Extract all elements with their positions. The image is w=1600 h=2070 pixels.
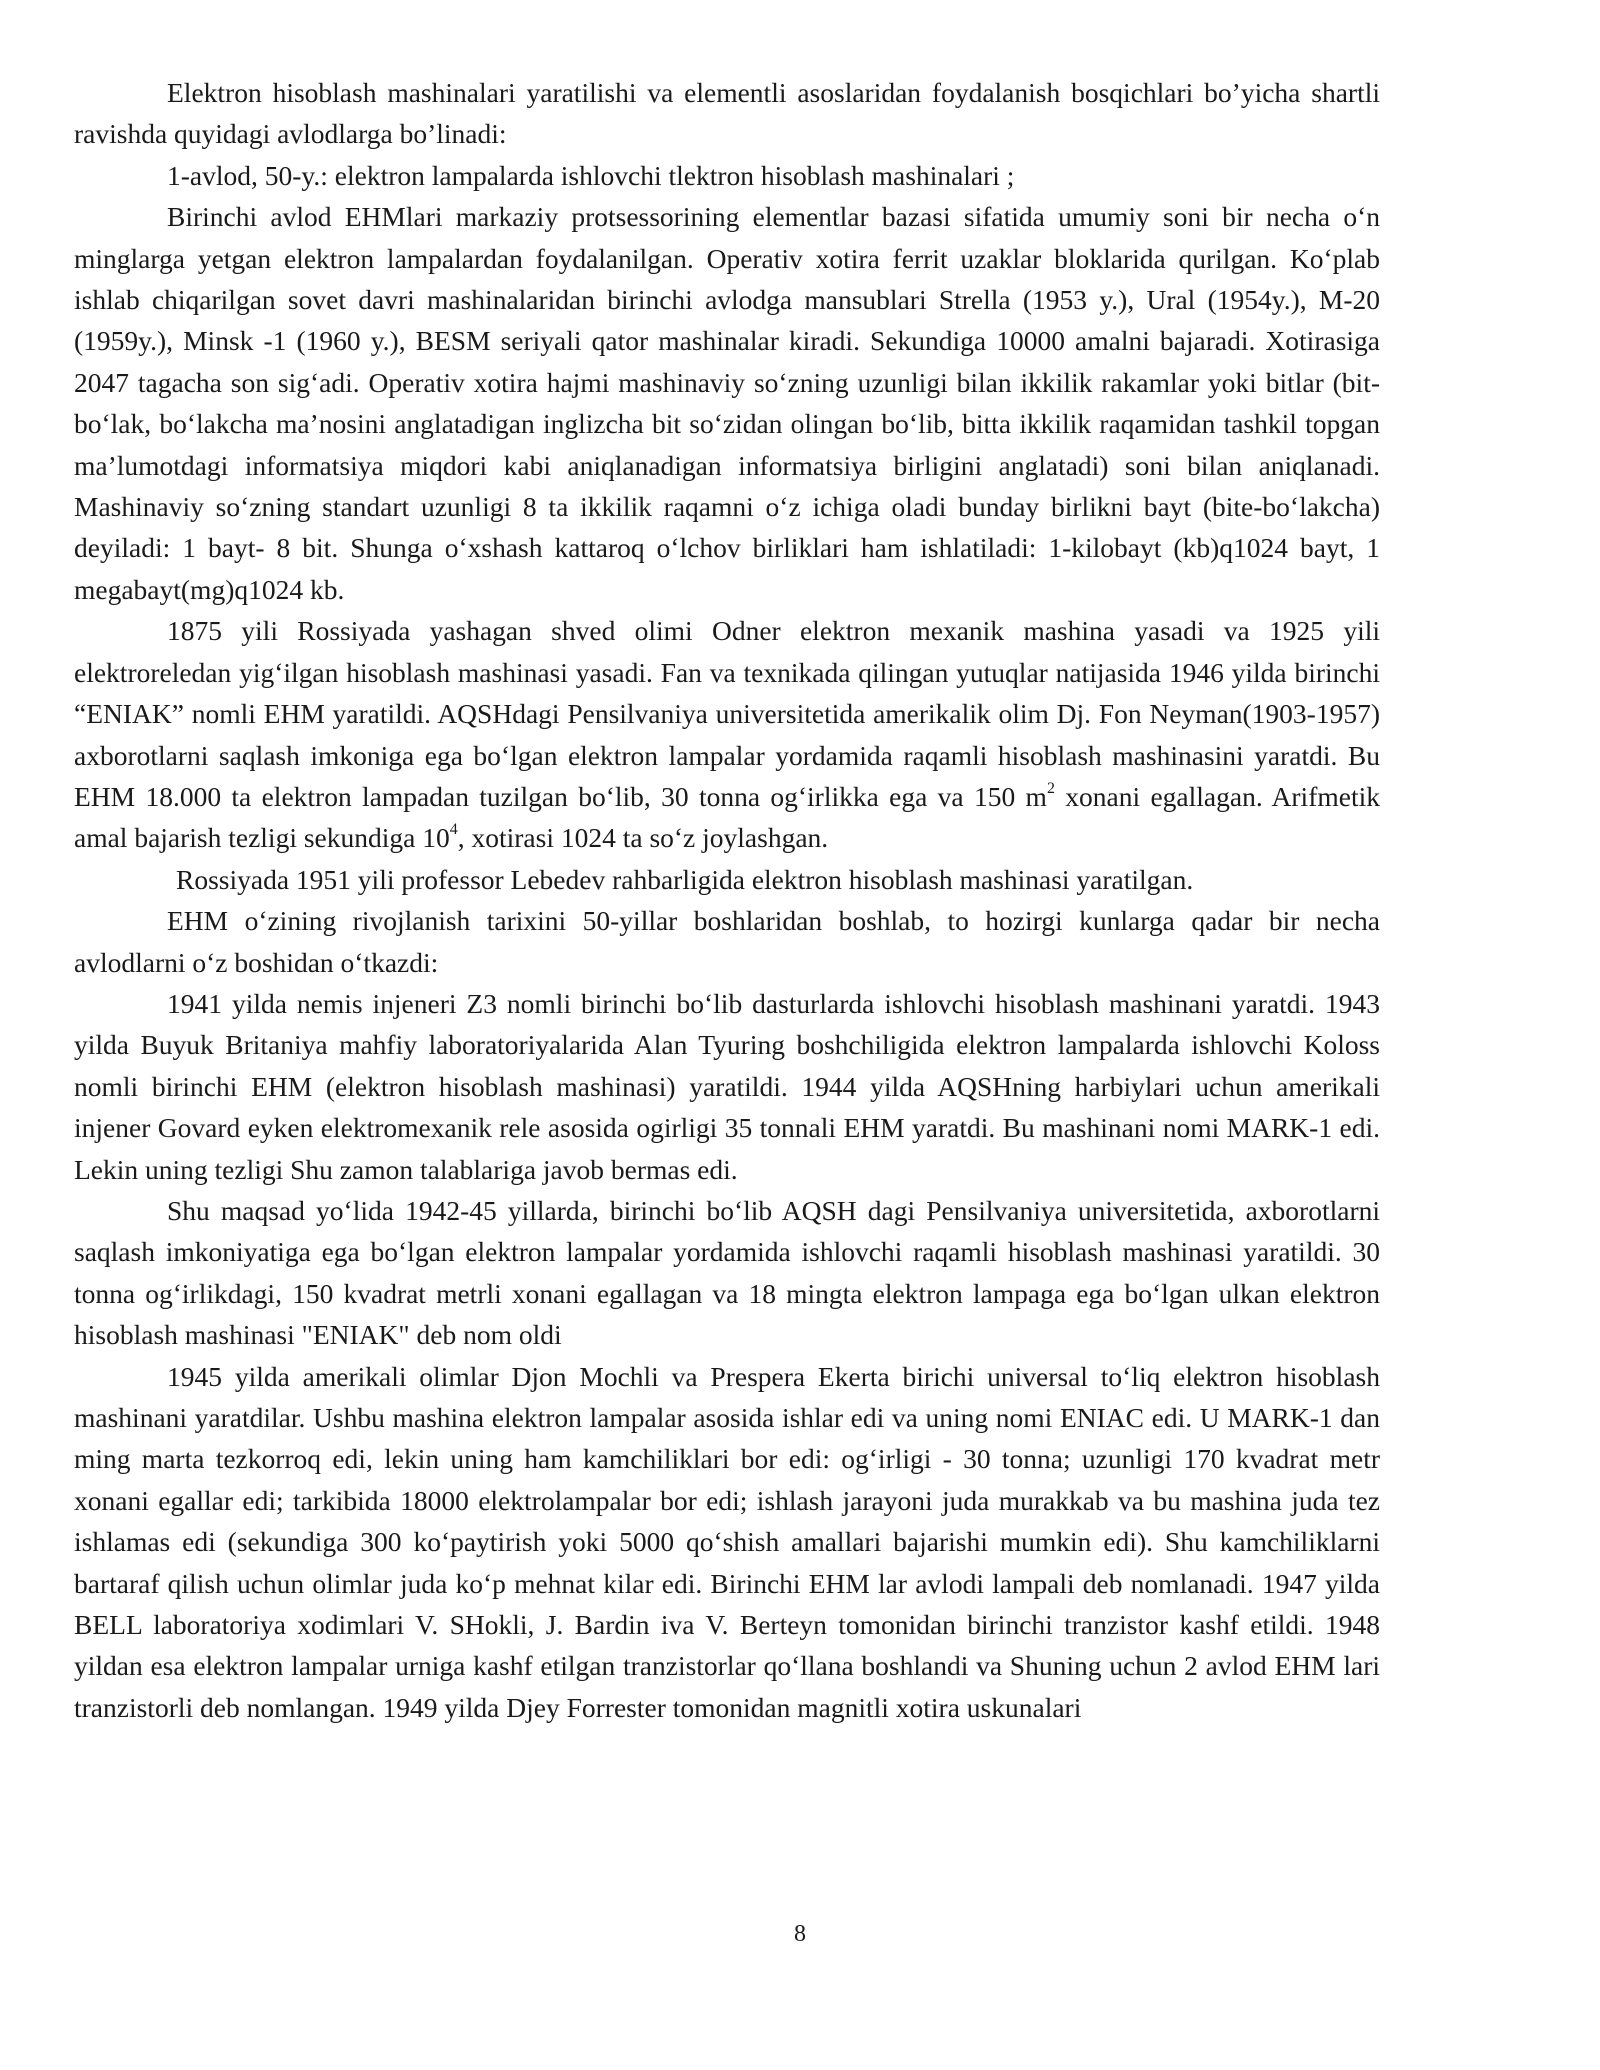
paragraph-russia-lebedev: Rossiyada 1951 yili professor Lebedev rahbarligida elektron hisoblash mashinasi yaratilgan. [176,863,1194,895]
paragraph-first-generation-details: Birinchi avlod EHMlari markaziy protsessorining elementlar bazasi sifatida umumiy soni bir necha o‘n minglarga yetgan elektron lampalardan foydalanilgan. Operativ xotira ferrit uzaklar bloklarida qurilgan. Ko‘plab ishlab chiqarilgan sovet davri mashinalaridan birinchi avlodga mansublari Strella (1953 y.), Ural (1954y.), M-20 (1959y.), Minsk -1 (1960 y.), BESM seriyali qator mashinalar kiradi. Sekundiga 10000 amalni bajaradi. Xotirasiga 2047 tagacha son sig‘adi. Operativ xotira hajmi mashinaviy so‘zning uzunligi bilan ikkilik rakamlar yoki bitlar (bit-bo‘lak, bo‘lakcha ma’nosini anglatadigan inglizcha bit so‘zidan olingan bo‘lib, bitta ikkilik raqamidan tashkil topgan ma’lumotdagi informatsiya miqdori kabi aniqlanadigan informatsiya birligini anglatadi) soni bilan aniqlanadi. Mashinaviy so‘zning standart uzunligi 8 ta ikkilik raqamni o‘z ichiga oladi bunday birlikni bayt (bite-bo‘lakcha) deyiladi: 1 bayt- 8 bit. Shunga o‘xshash kattaroq o‘lchov birliklari ham ishlatiladi: 1-kilobayt (kb)q1024 bayt, 1 megabayt(mg)q1024 kb. [74,201,1380,605]
superscript-area: 2 [1046,779,1055,797]
paragraph-intro: Elektron hisoblash mashinalari yaratilishi va elementli asoslaridan foydalanish bosqichlari bo’yicha shartli ravishda quyidagi avlodlarga bo’linadi: [74,77,1380,150]
page-number: 8 [794,1921,806,1947]
paragraph-z3-koloss-mark1: 1941 yilda nemis injeneri Z3 nomli birinchi bo‘lib dasturlarda ishlovchi hisoblash mashinani yaratdi. 1943 yilda Buyuk Britaniya mahfiy laboratoriyalarida Alan Tyuring boshchiligida elektron lampalarda ishlovchi Koloss nomli birinchi EHM (elektron hisoblash mashinasi) yaratildi. 1944 yilda AQSHning harbiylari uchun amerikali injener Govard eyken elektromexanik rele asosida ogirligi 35 tonnali EHM yaratdi. Bu mashinani nomi MARK-1 edi. Lekin uning tezligi Shu zamon talablariga javob bermas edi. [74,987,1380,1185]
paragraph-pensilvaniya-eniak: Shu maqsad yo‘lida 1942-45 yillarda, birinchi bo‘lib AQSH dagi Pensilvaniya universitetida, axborotlarni saqlash imkoniyatiga ega bo‘lgan elektron lampalar yordamida ishlovchi raqamli hisoblash mashinasi yaratildi. 30 tonna og‘irlikdagi, 150 kvadrat metrli xonani egallagan va 18 mingta elektron lampaga ega bo‘lgan ulkan elektron hisoblash mashinasi "ENIAK" deb nom oldi [74,1194,1380,1351]
paragraph-eniac-transistors: 1945 yilda amerikali olimlar Djon Mochli va Prespera Ekerta birichi universal to‘liq elektron hisoblash mashinani yaratdilar. Ushbu mashina elektron lampalar asosida ishlar edi va uning nomi ENIAC edi. U MARK-1 dan ming marta tezkorroq edi, lekin uning ham kamchiliklari bor edi: og‘irligi - 30 tonna; uzunligi 170 kvadrat metr xonani egallar edi; tarkibida 18000 elektrolampalar bor edi; ishlash jarayoni juda murakkab va bu mashina juda tez ishlamas edi (sekundiga 300 ko‘paytirish yoki 5000 qo‘shish amallari bajarishi mumkin edi). Shu kamchiliklarni bartaraf qilish uchun olimlar juda ko‘p mehnat kilar edi. Birinchi EHM lar avlodi lampali deb nomlanadi. 1947 yilda BELL laboratoriya xodimlari V. SHokli, J. Bardin iva V. Berteyn tomonidan birinchi tranzistor kashf etildi. 1948 yildan esa elektron lampalar urniga kashf etilgan tranzistorlar qo‘llana boshlandi va Shuning uchun 2 avlod EHM lari tranzistorli deb nomlangan. 1949 yilda Djey Forrester tomonidan magnitli xotira uskunalari [74,1360,1380,1723]
paragraph-history-eniak-part3: , xotirasi 1024 ta so‘z joylashgan. [457,822,829,854]
paragraph-generations-history: EHM o‘zining rivojlanish tarixini 50-yillar boshlaridan boshlab, to hozirgi kunlarga qadar bir necha avlodlarni o‘z boshidan o‘tkazdi: [74,905,1380,978]
paragraph-history-eniak-part1: 1875 yili Rossiyada yashagan shved olimi Odner elektron mexanik mashina yasadi va 1925 yili elektroreledan yig‘ilgan hisoblash mashinasi yasadi. Fan va texnikada qilingan yutuqlar natijasida 1946 yilda birinchi “ENIAK” nomli EHM yaratildi. AQSHdagi Pensilvaniya universitetida amerikalik olim Dj. Fon Neyman(1903-1957) axborotlarni saqlash imkoniga ega bo‘lgan elektron lampalar yordamida raqamli hisoblash mashinasini yaratdi. Bu EHM 18.000 ta elektron lampadan tuzilgan bo‘lib, 30 tonna og‘irlikka ega va 150 m [74,615,1380,812]
paragraph-first-generation: 1-avlod, 50-y.: elektron lampalarda ishlovchi tlektron hisoblash mashinalari ; [167,159,1015,191]
document-page [74,72,1380,1728]
superscript-speed: 4 [449,821,458,839]
paragraph-history-eniak [74,610,1380,858]
paragraph-history-eniak-part2: xonani egallagan. Arifmetik amal bajarish tezligi sekundiga 10 [74,780,1380,854]
